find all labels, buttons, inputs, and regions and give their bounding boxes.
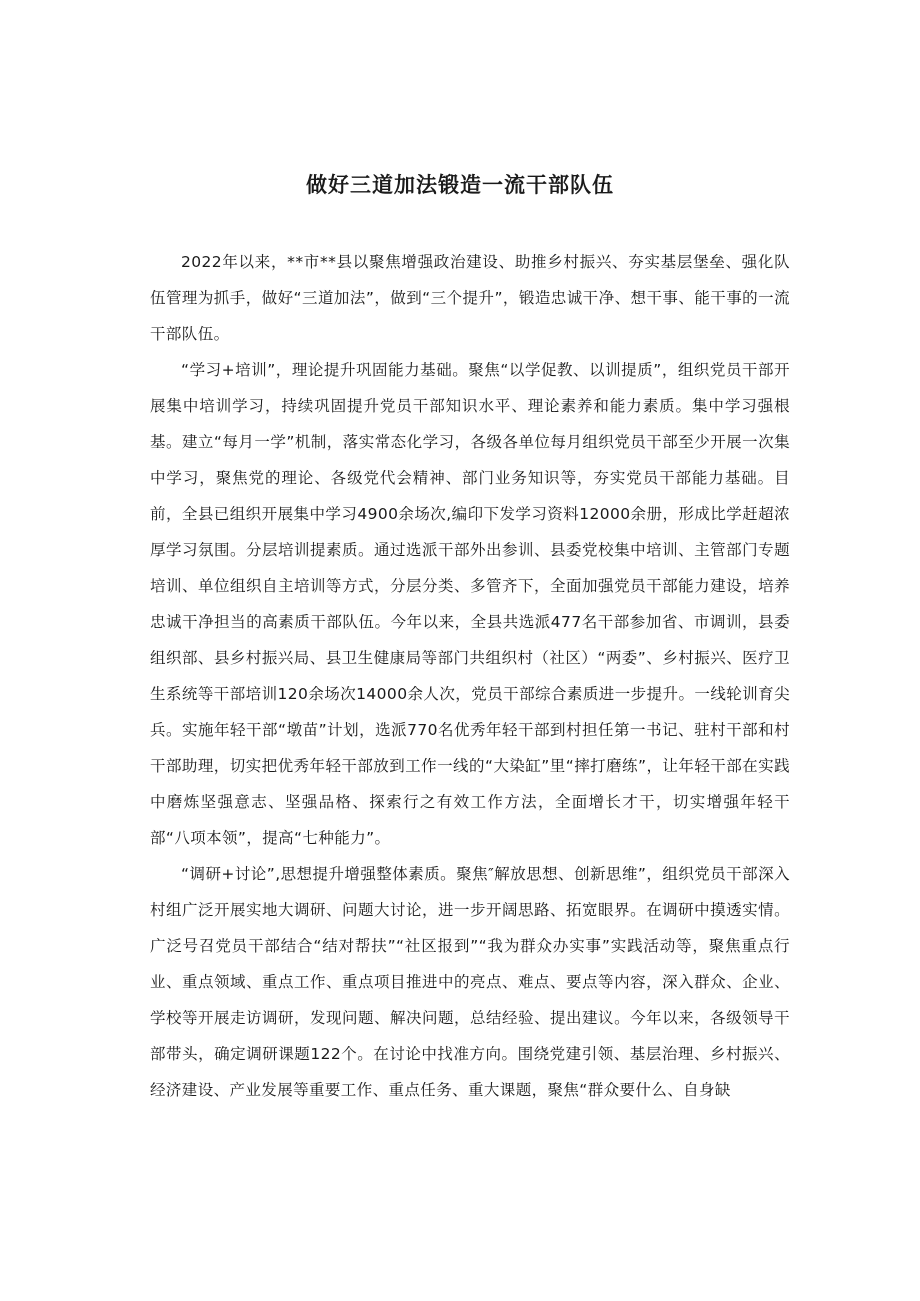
paragraph-study-training: “学习+培训”，理论提升巩固能力基础。聚焦“以学促教、以训提质”，组织党员干部开展集中培训学习，持续巩固提升党员干部知识水平、理论素养和能力素质。集中学习强根基。建立“每月一学”机制，落实常态化学习，各级各单位每月组织党员干部至少开展一次集中学习，聚焦党的理论、各级党代会精神、部门业务知识等，夯实党员干部能力基础。目前，全县已组织开展集中学习4900余场次,编印下发学习资料12000余册，形成比学赶超浓厚学习氛围。分层培训提素质。通过选派干部外出参训、县委党校集中培训、主管部门专题培训、单位组织自主培训等方式，分层分类、多管齐下，全面加强党员干部能力建设，培养忠诚干净担当的高素质干部队伍。今年以来，全县共选派477名干部参加省、市调训，县委组织部、县乡村振兴局、县卫生健康局等部门共组织村（社区）“两委”、乡村振兴、医疗卫生系统等干部培训120余场次14000余人次，党员干部综合素质进一步提升。一线轮训育尖兵。实施年轻干部“墩苗”计划，选派770名优秀年轻干部到村担任第一书记、驻村干部和村干部助理，切实把优秀年轻干部放到工作一线的“大染缸”里“摔打磨练”，让年轻干部在实践中磨炼坚强意志、坚强品格、探索行之有效工作方法，全面增长才干，切实增强年轻干部“八项本领”，提高“七种能力”。: [150, 361, 790, 847]
paragraph-research-discussion: “调研+讨论”,思想提升增强整体素质。聚焦″解放思想、创新思维”，组织党员干部深入村组广泛开展实地大调研、问题大讨论，进一步开阔思路、拓宽眼界。在调研中摸透实情。广泛号召党员干部结合“结对帮扶”“社区报到”“我为群众办实事”实践活动等，聚焦重点行业、重点领域、重点工作、重点项目推进中的亮点、难点、要点等内容，深入群众、企业、学校等开展走访调研，发现问题、解决问题，总结经验、提出建议。今年以来，各级领导干部带头，确定调研课题122个。在讨论中找准方向。围绕党建引领、基层治理、乡村振兴、经济建设、产业发展等重要工作、重点任务、重大课题，聚焦“群众要什么、自身缺: [150, 865, 790, 1099]
paragraph-intro: 2022年以来，**市**县以聚焦增强政治建设、助推乡村振兴、夯实基层堡垒、强化队伍管理为抓手，做好“三道加法”，做到“三个提升”，锻造忠诚干净、想干事、能干事的一流干部队伍。: [150, 253, 790, 343]
document-body: [150, 244, 790, 1108]
document-title: 做好三道加法锻造一流干部队伍: [306, 173, 614, 197]
